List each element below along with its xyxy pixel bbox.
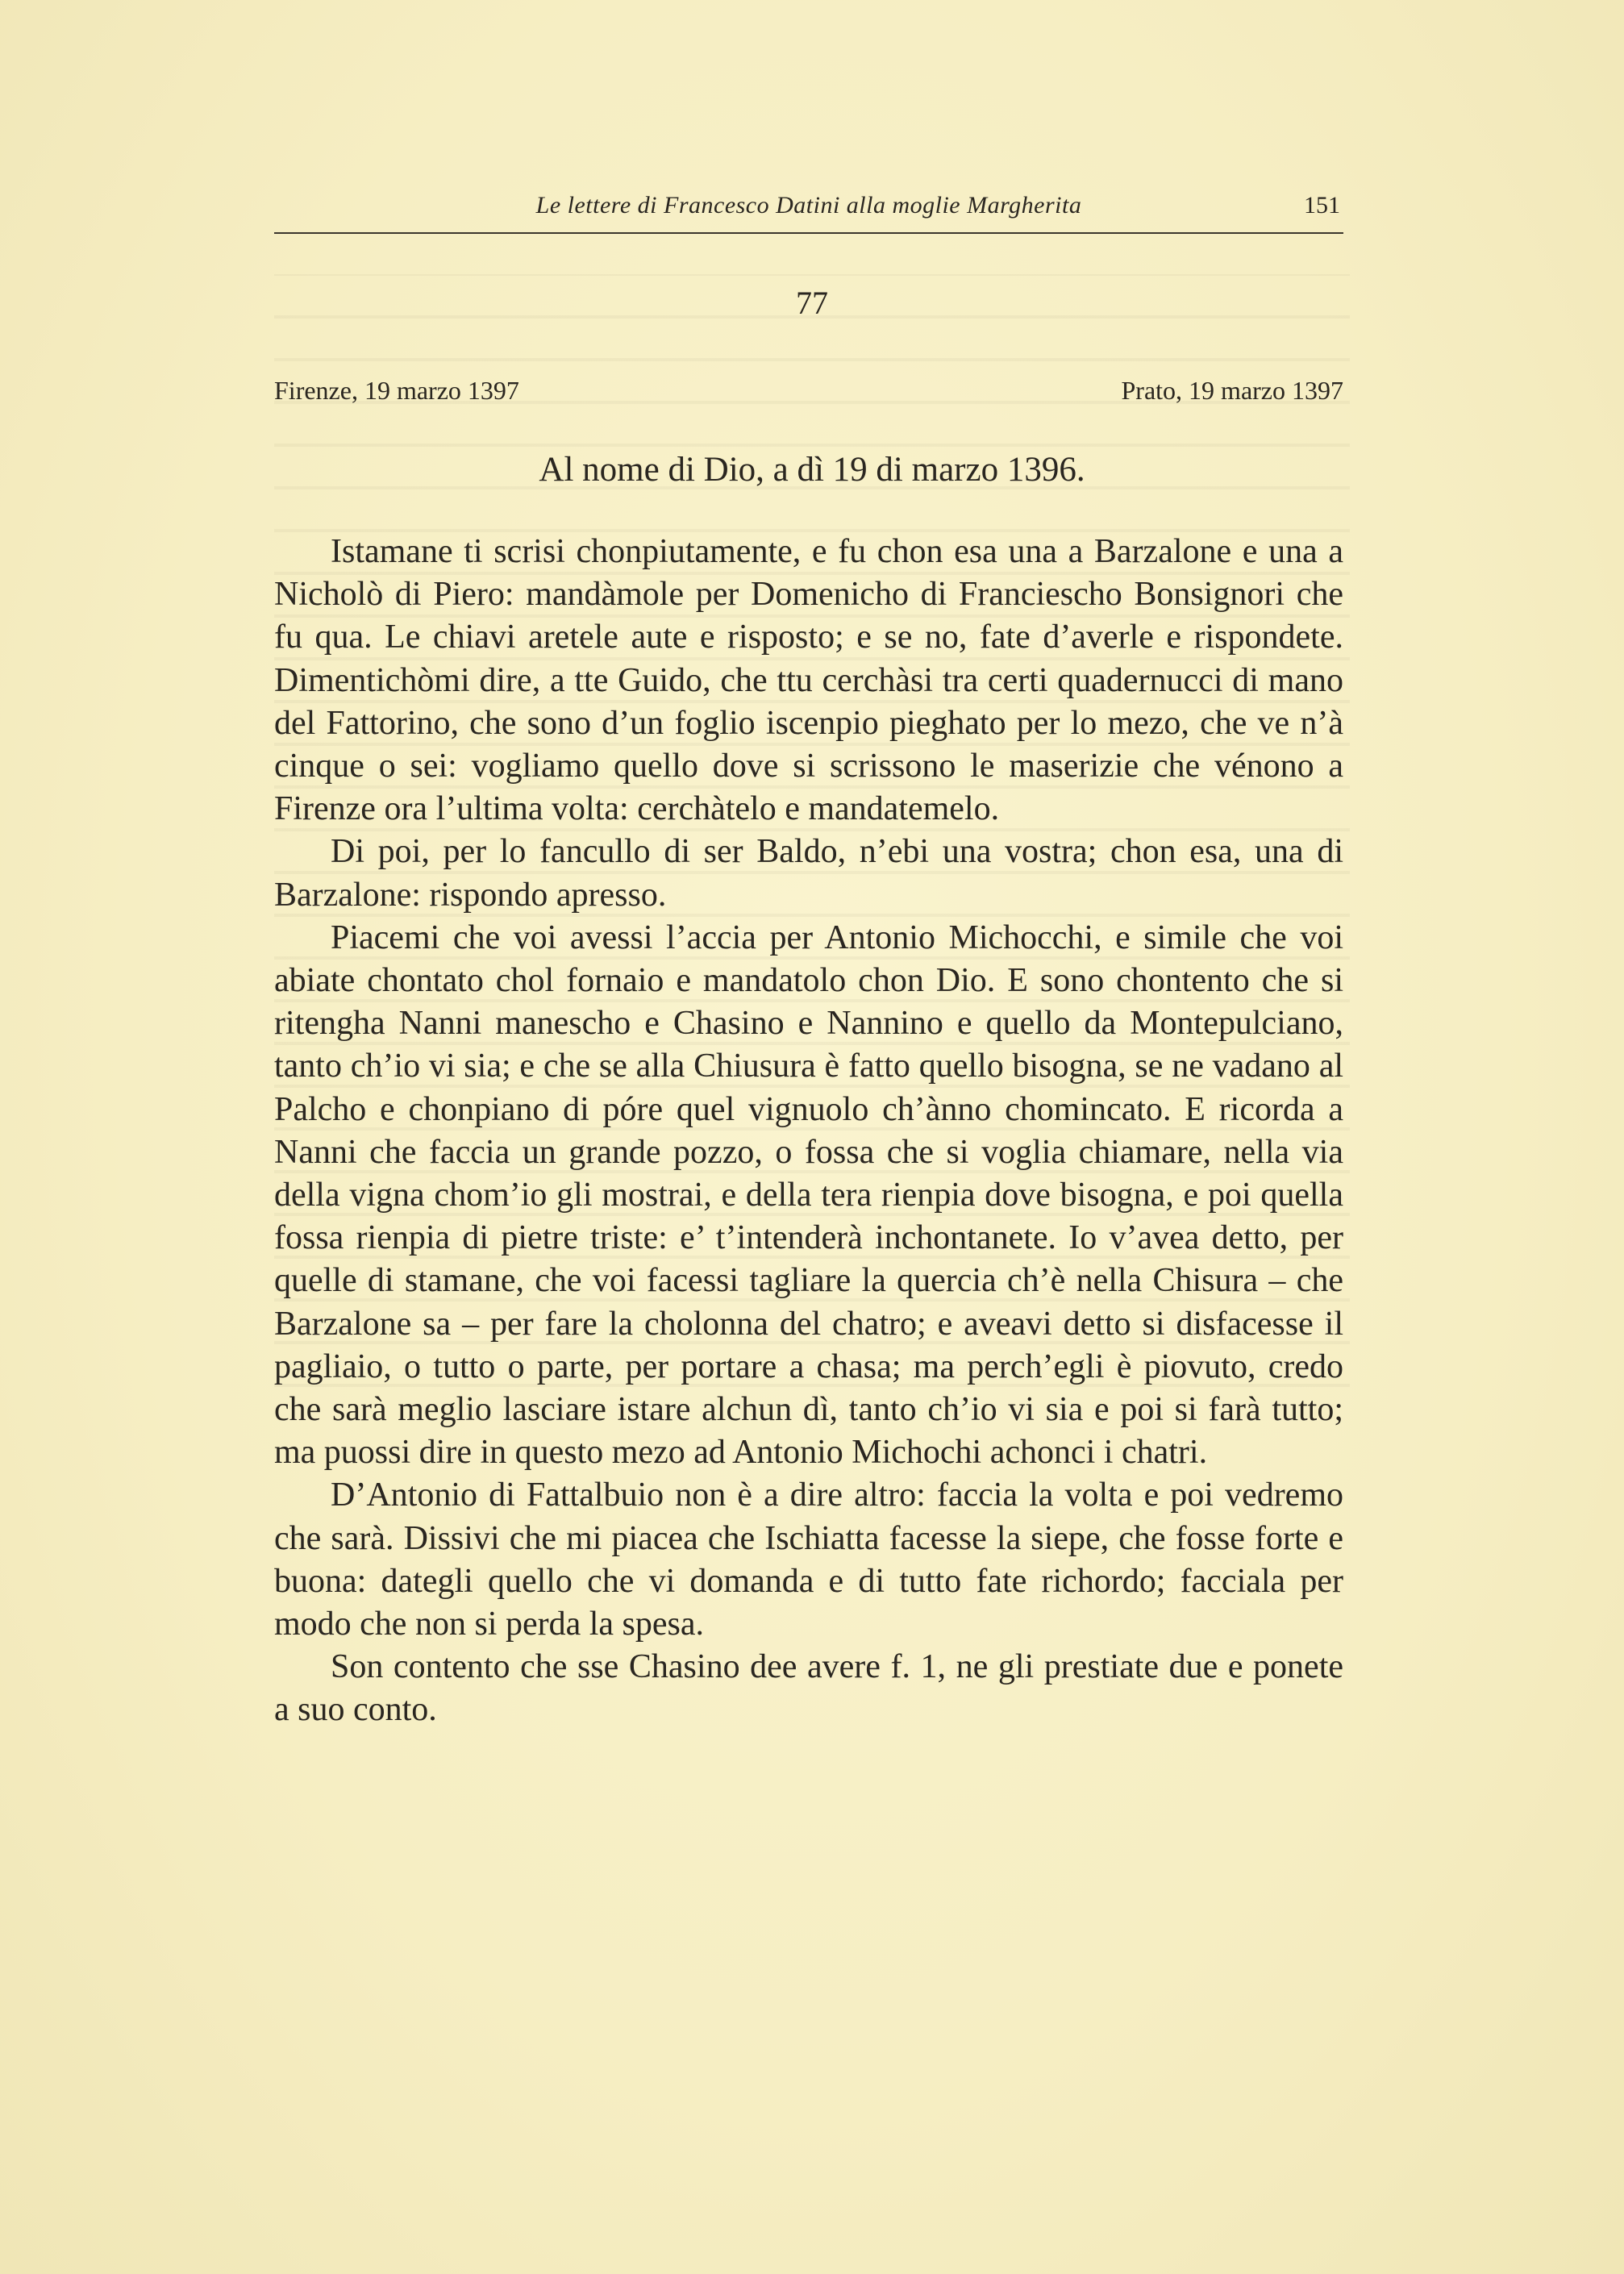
paragraph: Piacemi che voi avessi l’accia per Antonio Michocchi, e simile che voi abiate chontato chol fornaio e mandatolo chon Dio. E sono chontento che si ritengha Nanni manescho e Chasino e Nannino e quello da Montepulciano, tanto ch’io vi sia; e che se alla Chiusura è fatto quello bisogna, se ne vadano al Palcho e chonpiano di póre quel vignuolo ch’ànno chomincato. E ricorda a Nanni che faccia un grande pozzo, o fossa che si voglia chiamare, nella via della vigna chom’io gli mostrai, e della tera rienpia dove bisogna, e poi quella fossa rienpia di pietre triste: e’ t’intenderà inchontanete. Io v’avea detto, per quelle di stamane, che voi facessi tagliare la quercia ch’è nella Chisura – che Barzalone sa – per fare la cholonna del chatro; e aveavi detto si disfacesse il pagliaio, o tutto o parte, per portare a chasa; ma perch’egli è piovuto, credo che sarà meglio lasciare istare alchun dì, tanto ch’io vi sia e poi si farà tutto; ma puossi dire in questo mezo ad Antonio Michochi achonci i chatri.	[274, 918, 1343, 1472]
paragraph: Di poi, per lo fancullo di ser Baldo, n’ebi una vostra; chon esa, una di Barzalone: rispondo apresso.	[274, 833, 1343, 914]
date-recipient: Prato, 19 marzo 1397	[1121, 376, 1343, 405]
letter-number: 77	[796, 285, 828, 321]
paragraph: Son contento che sse Chasino dee avere f. 1, ne gli prestiate due e ponete a suo conto.	[274, 1648, 1343, 1729]
page-number: 151	[1304, 192, 1340, 219]
paragraph: Istamane ti scrisi chonpiutamente, e fu chon esa una a Barzalone e una a Nicholò di Piero: mandàmole per Domenicho di Franciescho Bonsignori che fu qua. Le chiavi aretele aute e risposto; e se no, fate d’averle e rispondete. Dimentichòmi dire, a tte Guido, che ttu cerchàsi tra certi quadernucci di mano del Fattorino, che sono d’un foglio iscenpio pieghato per lo mezo, che ve n’à cinque o sei: vogliamo quello dove si scrissono le maserizie che vénono a Firenze ora l’ultima volta: cerchàtelo e mandatemelo.	[274, 533, 1343, 828]
date-sender: Firenze, 19 marzo 1397	[274, 376, 519, 405]
running-header	[274, 192, 1343, 234]
paragraph: D’Antonio di Fattalbuio non è a dire altro: faccia la volta e poi vedremo che sarà. Dissivi che mi piacea che Ischiatta facesse la siepe, che fosse forte e buona: dategli quello che vi domanda e di tutto fate richordo; facciala per modo che non si perda la spesa.	[274, 1476, 1343, 1643]
salutation: Al nome di Dio, a dì 19 di marzo 1396.	[539, 451, 1085, 489]
letter-body	[274, 531, 1343, 1732]
running-title: Le lettere di Francesco Datini alla moglie Margherita	[535, 192, 1082, 219]
